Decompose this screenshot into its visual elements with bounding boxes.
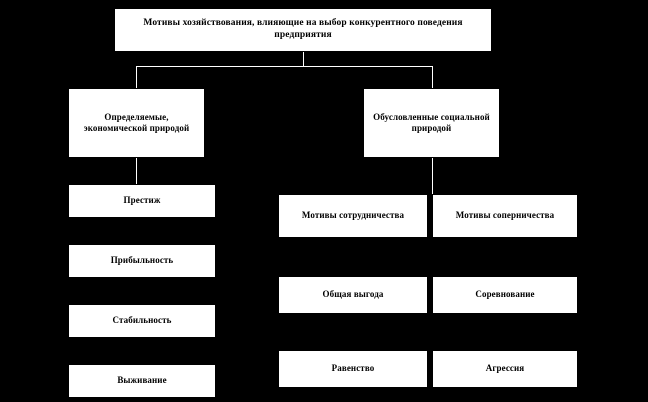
- node-right-aggression-label: Агрессия: [485, 363, 525, 374]
- node-right-aggression: [432, 350, 578, 388]
- node-title-label: Мотивы хозяйствования, влияющие на выбор конкурентного поведения предприятия: [143, 18, 463, 40]
- node-title: [114, 8, 492, 52]
- node-right-rivalry-motives: [432, 194, 578, 238]
- node-level2-social: [363, 88, 500, 158]
- node-left-stability: [68, 304, 216, 338]
- node-right-common-benefit-label: Общая выгода: [322, 289, 384, 300]
- node-left-survival-label: Выживание: [117, 375, 167, 386]
- node-left-prestige-label: Престиж: [123, 195, 161, 206]
- node-left-prestige: [68, 184, 216, 218]
- node-left-stability-label: Стабильность: [112, 315, 172, 326]
- node-right-cooperation-motives-label: Мотивы сотрудничества: [301, 210, 405, 221]
- node-right-equality: [278, 350, 428, 388]
- node-right-equality-label: Равенство: [331, 363, 375, 374]
- node-left-survival: [68, 364, 216, 398]
- node-right-common-benefit: [278, 276, 428, 314]
- node-left-profitability-label: Прибыльность: [110, 255, 174, 266]
- node-level2-social-label: Обусловленные социальной природой: [373, 111, 490, 133]
- node-level2-economic: [68, 88, 205, 158]
- connector-to-left-level2: [136, 66, 137, 88]
- node-right-competition: [432, 276, 578, 314]
- node-left-profitability: [68, 244, 216, 278]
- connector-to-right-level2: [432, 66, 433, 88]
- connector-title-to-level2-vertical: [303, 52, 304, 66]
- node-right-cooperation-motives: [278, 194, 428, 238]
- connector-left-branch-stem: [136, 158, 137, 184]
- connector-right-branch-stem: [432, 158, 433, 194]
- node-right-rivalry-motives-label: Мотивы соперничества: [455, 210, 555, 221]
- connector-level2-horizontal: [136, 66, 432, 67]
- node-level2-economic-label: Определяемые, экономической природой: [83, 111, 190, 133]
- node-right-competition-label: Соревнование: [475, 289, 535, 300]
